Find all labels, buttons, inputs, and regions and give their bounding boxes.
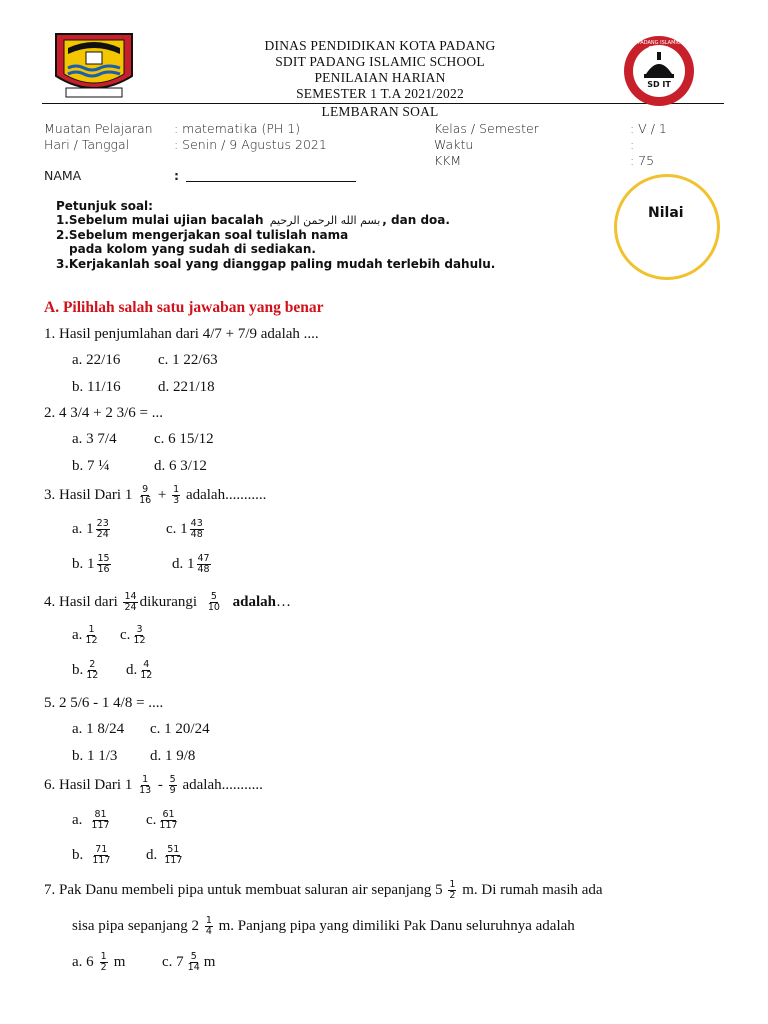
q4-option-a[interactable]: a. $\frac{1}{12}$ [72, 624, 98, 646]
q7-line-2: sisa pipa sepanjang 2 $\frac{1}{4}$ m. Panjang pipa yang dimiliki Pak Danu seluruhnya adalah [72, 915, 575, 937]
q5-option-a[interactable]: a. 1 8/24 [72, 721, 125, 737]
q7-option-c[interactable]: c. 7 $\frac{5}{14}$ m [162, 951, 216, 973]
sdit-logo [622, 34, 696, 108]
q3-option-b[interactable]: b. 1 $\frac{15}{16}$ [72, 553, 110, 575]
petunjuk-item-1-arabic: بسم الله الرحمن الرحيم [269, 214, 381, 227]
q5-option-c[interactable]: c. 1 20/24 [150, 721, 210, 737]
q7-option-a[interactable]: a. 6 $\frac{1}{2}$ m [72, 951, 126, 973]
kkm-label: KKM [434, 153, 462, 168]
hari-label: Hari / Tanggal [44, 137, 130, 152]
header-line-3: PENILAIAN HARIAN [314, 70, 446, 85]
q2-option-c[interactable]: c. 6 15/12 [154, 431, 214, 447]
q3-option-a[interactable]: a. 1 $\frac{23}{24}$ [72, 518, 109, 540]
q4-option-c[interactable]: c. $\frac{3}{12}$ [120, 624, 146, 646]
q4-post: adalah [232, 593, 277, 610]
q6-option-d[interactable]: d. $\frac{51}{117}$ [146, 844, 183, 866]
kkm-value: : 75 [630, 153, 655, 168]
q2-option-a[interactable]: a. 3 7/4 [72, 431, 117, 447]
q7-line-1: 7. Pak Danu membeli pipa untuk membuat saluran air sepanjang 5 $\frac{1}{2}$ m. Di rumah masih ada [44, 879, 603, 901]
q5-text: 5. 2 5/6 - 1 4/8 = .... [44, 695, 164, 711]
q5-option-d[interactable]: d. 1 9/8 [150, 748, 196, 764]
nama-colon: : [174, 168, 179, 183]
q5-option-b[interactable]: b. 1 1/3 [72, 748, 118, 764]
q6-fraction-1: $\frac{1}{13}$ [139, 774, 152, 796]
waktu-value: : [630, 137, 635, 152]
q2-text: 2. 4 3/4 + 2 3/6 = ... [44, 405, 164, 421]
q4-option-d[interactable]: d. $\frac{4}{12}$ [126, 659, 153, 681]
kota-padang-logo [52, 30, 136, 102]
q4-mid: dikurangi [139, 593, 198, 610]
q1-option-a[interactable]: a. 22/16 [72, 352, 121, 368]
q1-option-d[interactable]: d. 221/18 [158, 379, 215, 395]
kelas-value: : V / 1 [630, 121, 667, 136]
q4-pre: 4. Hasil dari [44, 593, 118, 610]
section-a-title: A. Pilihlah salah satu jawaban yang benar [44, 299, 324, 316]
q1-option-b[interactable]: b. 11/16 [72, 379, 121, 395]
q6-minus: - [157, 776, 163, 793]
muatan-value: : matematika (PH 1) [174, 121, 301, 136]
header-line-2: SDIT PADANG ISLAMIC SCHOOL [275, 54, 485, 69]
q6-fraction-2: $\frac{5}{9}$ [169, 774, 176, 796]
nama-label: NAMA [44, 168, 82, 183]
q4-option-b[interactable]: b. $\frac{2}{12}$ [72, 659, 99, 681]
q7-fraction-1: $\frac{1}{2}$ [449, 879, 456, 901]
q2-option-d[interactable]: d. 6 3/12 [154, 458, 207, 474]
petunjuk-item-3: 3.Kerjakanlah soal yang dianggap paling mudah terlebih dahulu. [56, 257, 496, 271]
q3-pre: 3. Hasil Dari 1 [44, 486, 133, 503]
header-line-4: SEMESTER 1 T.A 2021/2022 [296, 86, 464, 101]
petunjuk-item-2a: 2.Sebelum mengerjakan soal tulislah nama [56, 228, 349, 242]
q1-option-c[interactable]: c. 1 22/63 [158, 352, 218, 368]
hari-value: : Senin / 9 Agustus 2021 [174, 137, 327, 152]
q3-text [44, 485, 266, 506]
petunjuk-item-1 [56, 213, 450, 227]
q6-option-b[interactable]: b. $\frac{71}{117}$ [72, 844, 111, 866]
petunjuk-title: Petunjuk soal: [56, 199, 153, 213]
waktu-label: Waktu [434, 137, 474, 152]
petunjuk-item-2b: pada kolom yang sudah di sediakan. [69, 242, 316, 256]
muatan-label: Muatan Pelajaran [44, 121, 153, 136]
q6-option-c[interactable]: c. $\frac{61}{117}$ [146, 809, 178, 831]
nama-field[interactable] [186, 181, 356, 182]
q7-fraction-2: $\frac{1}{4}$ [205, 915, 212, 937]
q3-option-d[interactable]: d. 1 $\frac{47}{48}$ [172, 553, 210, 575]
q3-post: adalah........... [185, 486, 267, 503]
q4-fraction-2: $\frac{5}{10}$ [207, 591, 220, 613]
q6-pre: 6. Hasil Dari 1 [44, 776, 133, 793]
kelas-label: Kelas / Semester [434, 121, 539, 136]
sdit-logo-top-text: PADANG ISLAMIC SCHOOL [637, 40, 681, 52]
nilai-circle[interactable] [614, 174, 720, 280]
nilai-label: Nilai [648, 205, 684, 221]
header-line-5: LEMBARAN SOAL [321, 104, 439, 119]
q3-plus: + [157, 486, 167, 503]
q2-option-b[interactable]: b. 7 ¼ [72, 458, 110, 474]
q1-text: 1. Hasil penjumlahan dari 4/7 + 7/9 adalah .... [44, 326, 319, 342]
q6-option-a[interactable]: a. $\frac{81}{117}$ [72, 809, 110, 831]
q4-fraction-1: $\frac{14}{24}$ [124, 591, 137, 613]
q4-text [44, 592, 291, 613]
header-line-1: DINAS PENDIDIKAN KOTA PADANG [264, 38, 496, 53]
q4-dots: … [276, 593, 292, 610]
q6-text [44, 775, 263, 796]
petunjuk-item-1-post: , dan doa. [382, 213, 450, 227]
q6-post: adalah........... [182, 776, 263, 793]
q3-fraction-2: $\frac{1}{3}$ [173, 484, 180, 506]
q3-fraction-1: $\frac{9}{16}$ [139, 484, 152, 506]
petunjuk-item-1-pre: 1.Sebelum mulai ujian bacalah [56, 213, 264, 227]
sdit-logo-bottom-text: SD IT [647, 80, 671, 89]
q3-option-c[interactable]: c. 1 $\frac{43}{48}$ [166, 518, 203, 540]
